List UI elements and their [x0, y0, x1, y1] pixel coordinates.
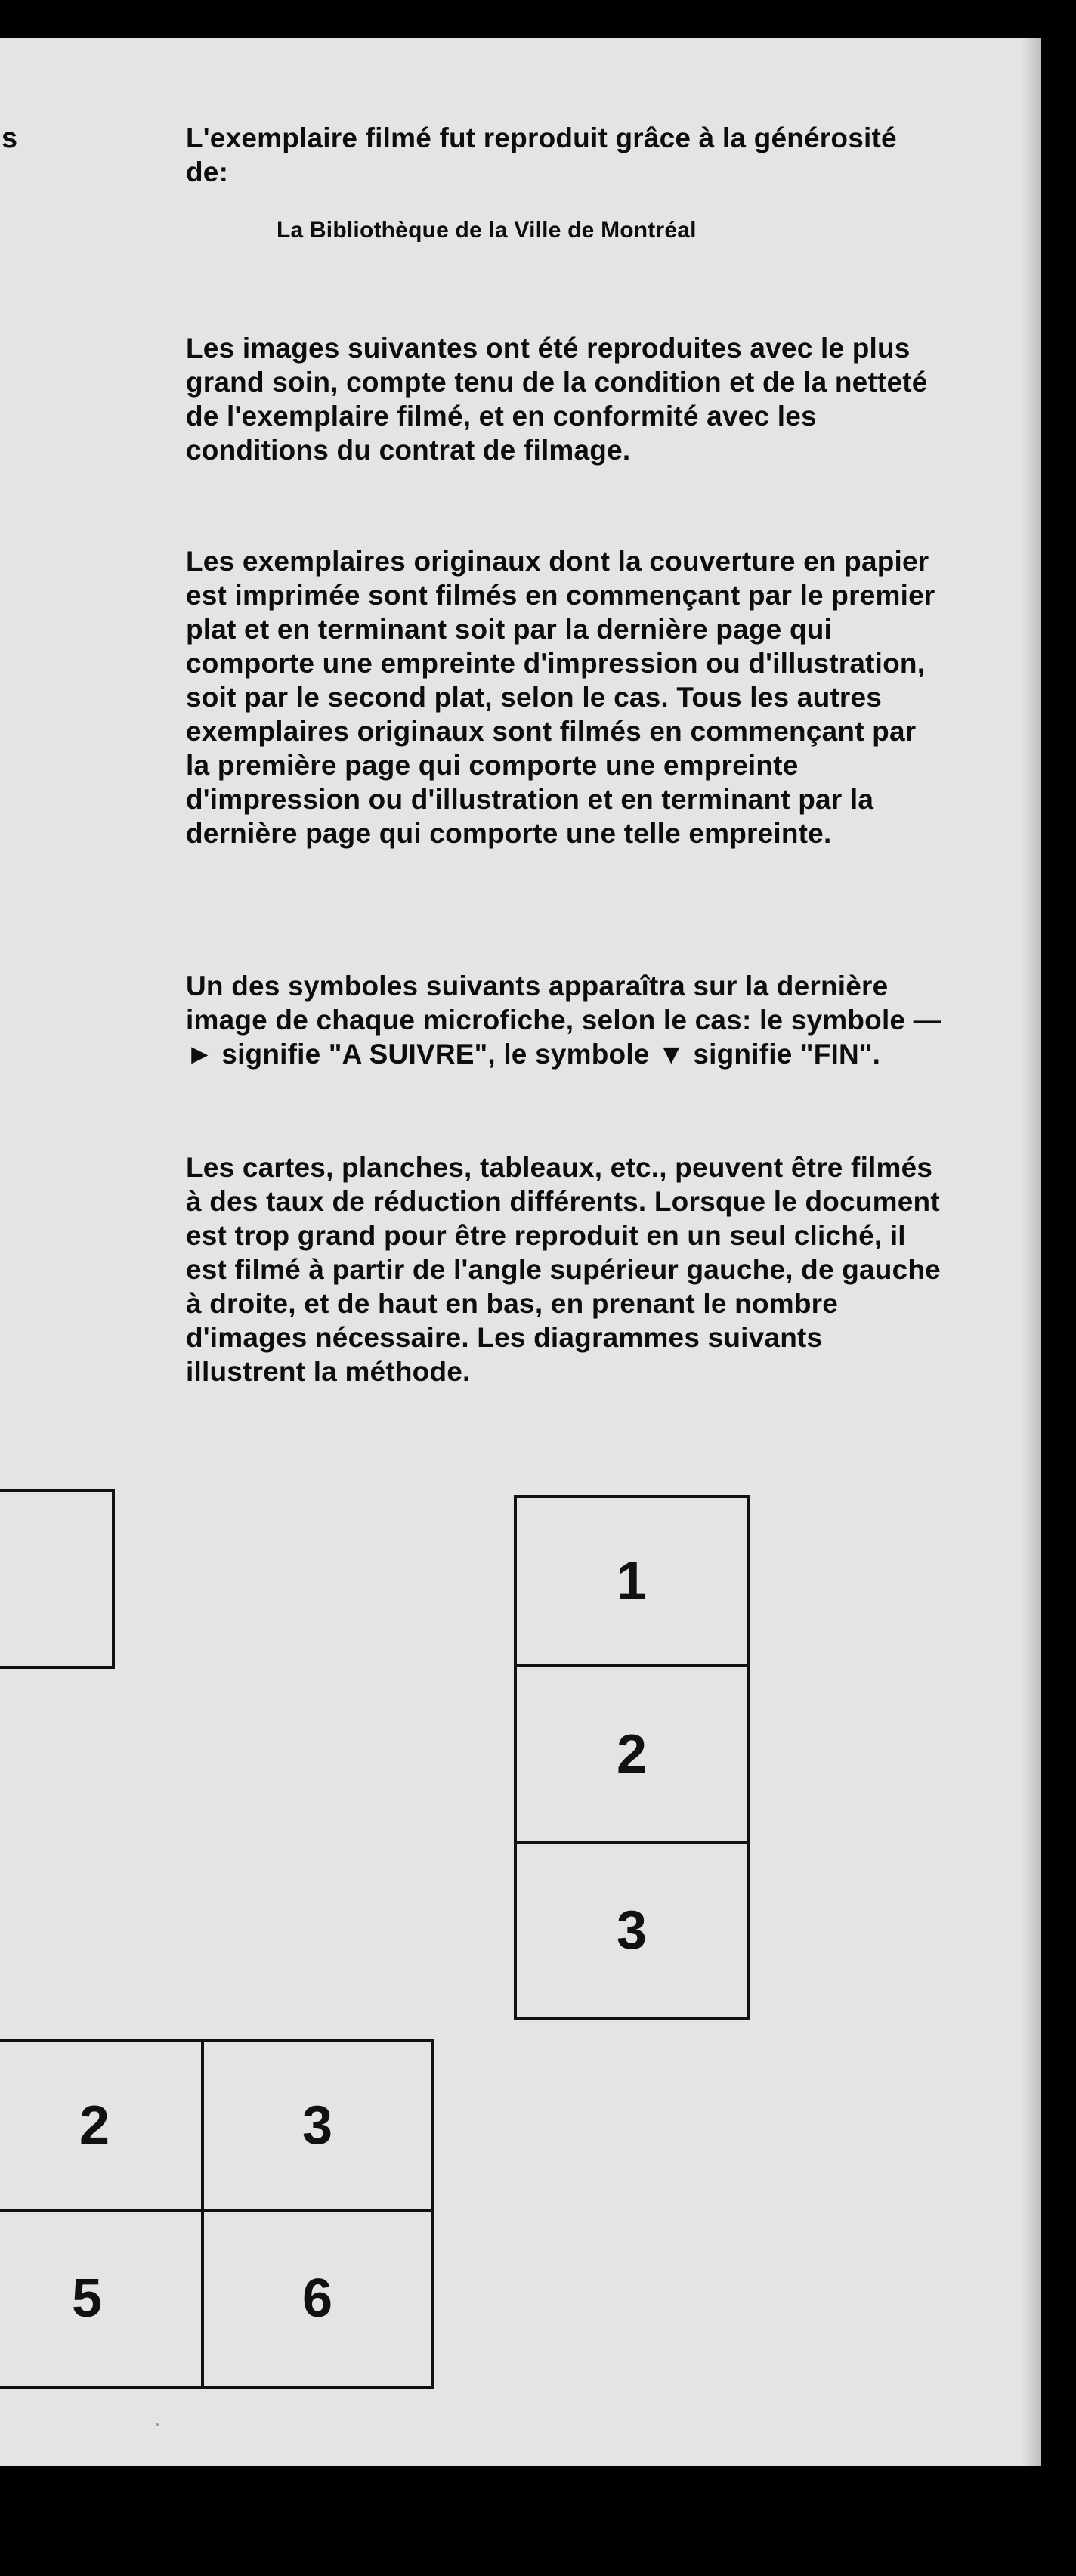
paragraph-maps-method: Les cartes, planches, tableaux, etc., peuvent être filmés à des taux de réduction différents. Lorsque le document est trop grand pour être reproduit en un seul cliché, il est filmé à partir de l'angle supérieur gauche, de gauche à droite, et de haut en bas, en prenant le nombre d'images nécessaire. Les diagrammes suivants illustrent la méthode. [186, 1152, 941, 1387]
vertical-diagram-cell-1: 1 [616, 1551, 648, 1612]
vertical-diagram-cell-3: 3 [616, 1900, 648, 1961]
paragraph-symbols: Un des symboles suivants apparaîtra sur la dernière image de chaque microfiche, selon le cas: le symbole —► signifie "A SUIVRE", le symbole ▼ signifie "FIN". [186, 971, 942, 1070]
dust-speck [156, 2423, 159, 2426]
partial-diagram-label [0, 1489, 23, 1669]
grid-diagram-cell-2: 2 [79, 2095, 110, 2156]
grid-diagram-cell-5: 5 [71, 2268, 103, 2329]
grid-diagram-cell-6: 6 [301, 2268, 333, 2329]
paragraph-originals: Les exemplaires originaux dont la couverture en papier est imprimée sont filmés en commençant par le premier plat et en terminant soit par la dernière page qui comporte une empreinte d'impression ou d'illustration, soit par le second plat, selon le cas. Tous les autres exemplaires originaux sont filmés en commençant par la première page qui comporte une empreinte d'impression ou d'illustration et en terminant par la dernière page qui comporte une telle empreinte. [186, 546, 935, 849]
grid-diagram-cell-3: 3 [301, 2095, 333, 2156]
vertical-diagram-cell-2: 2 [616, 1724, 648, 1785]
library-name: La Bibliothèque de la Ville de Montréal [277, 218, 697, 243]
intro-text: L'exemplaire filmé fut reproduit grâce à la générosité de: [186, 122, 897, 187]
cropped-left-text: s [2, 122, 18, 154]
paragraph-image-quality: Les images suivantes ont été reproduites avec le plus grand soin, compte tenu de la condition et de la netteté de l'exemplaire filmé, et en conformité avec les conditions du contrat de filmage. [186, 333, 928, 466]
page-edge-shadow [1022, 38, 1041, 2466]
